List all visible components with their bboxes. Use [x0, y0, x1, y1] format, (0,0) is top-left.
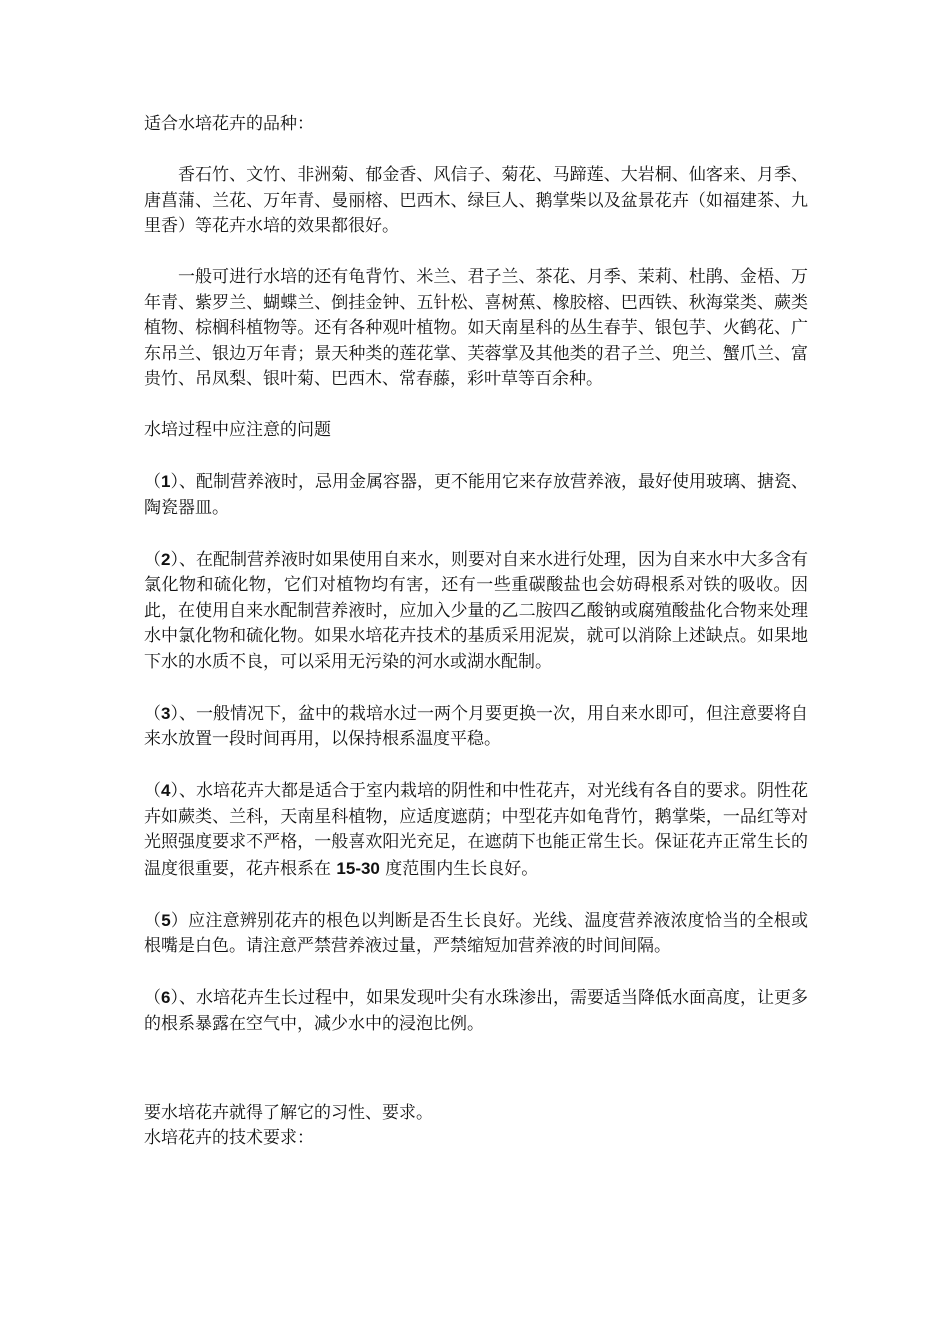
- item-number: 6: [161, 988, 171, 1007]
- item-text: 、配制营养液时，忌用金属容器，更不能用它来存放营养液，最好使用玻璃、搪瓷、陶瓷器皿。: [144, 472, 809, 518]
- item-open-paren: （: [144, 472, 162, 492]
- closing-line-1: 要水培花卉就得了解它的习性、要求。: [144, 1102, 433, 1123]
- item-close-paren: ）: [170, 472, 179, 492]
- item-text: 、水培花卉生长过程中，如果发现叶尖有水珠渗出，需要适当降低水面高度，让更多的根系暴露在空气中，减少水中的浸泡比例。: [144, 988, 809, 1034]
- heading-issues: 水培过程中应注意的问题: [144, 420, 331, 440]
- item-open-paren: （: [144, 910, 162, 931]
- heading-varieties: 适合水培花卉的品种：: [144, 114, 314, 134]
- item-close-paren: ）: [170, 910, 189, 931]
- item-open-paren: （: [144, 549, 162, 570]
- spacer: [144, 444, 808, 470]
- spacer: [144, 138, 808, 164]
- spacer: [144, 675, 808, 701]
- spacer: [144, 1037, 808, 1063]
- item-text: 应注意辨别花卉的根色以判断是否生长良好。光线、温度营养液浓度恰当的全根或根嘴是白色。请注意严禁营养液过量，严禁缩短加营养液的时间间隔。: [144, 910, 809, 956]
- list-item-3: [144, 701, 808, 753]
- item-close-paren: ）: [170, 988, 179, 1008]
- item-text: 、在配制营养液时如果使用自来水，则要对自来水进行处理，因为自来水中大多含有氯化物和硫化物，它们对植物均有害，还有一些重碳酸盐也会妨碍根系对铁的吸收。因此，在使用自来水配制营养液时，应加入少量的乙二胺四乙酸钠或腐殖酸盐化合物来处理水中氯化物和硫化物。如果水培花卉技术的基质采用泥炭，就可以消除上述缺点。如果地下水的水质不良，可以采用无污染的河水或湖水配制。: [144, 549, 809, 672]
- list-item-5: [144, 908, 808, 960]
- list-item-4: [144, 778, 808, 882]
- item-open-paren: （: [144, 988, 162, 1008]
- spacer: [144, 521, 808, 547]
- document-page: [144, 112, 808, 1152]
- list-item-1: [144, 469, 808, 521]
- item-close-paren: ）: [170, 781, 179, 801]
- spacer: [144, 1063, 808, 1101]
- spacer: [144, 882, 808, 908]
- paragraph-varieties-2: 一般可进行水培的还有龟背竹、米兰、君子兰、茶花、月季、茉莉、杜鹃、金梧、万年青、紫罗兰、蝴蝶兰、倒挂金钟、五针松、喜树蕉、橡胶榕、巴西铁、秋海棠类、蕨类植物、棕榈科植物等。还有各种观叶植物。如天南星科的丛生春芋、银包芋、火鹤花、广东吊兰、银边万年青；景天种类的莲花掌、芙蓉掌及其他类的君子兰、兜兰、蟹爪兰、富贵竹、吊凤梨、银叶菊、巴西木、常春藤，彩叶草等百余种。: [144, 267, 808, 389]
- list-item-2: [144, 547, 808, 676]
- item-text: 、水培花卉大都是适合于室内栽培的阴性和中性花卉，对光线有各自的要求。阴性花卉如蕨类、兰科，天南星科植物，应适度遮荫；中型花卉如龟背竹，鹅掌柴，一品红等对光照强度要求不严格，一般喜欢阳光充足，在遮荫下也能正常生长。保证花卉正常生长的温度很重要，花卉根系在: [144, 781, 809, 879]
- item-number: 2: [161, 549, 171, 569]
- item-open-paren: （: [144, 781, 162, 801]
- spacer: [144, 393, 808, 419]
- closing-line-2: 水培花卉的技术要求：: [144, 1128, 314, 1148]
- paragraph-varieties-1: 香石竹、文竹、非洲菊、郁金香、风信子、菊花、马蹄莲、大岩桐、仙客来、月季、唐菖蒲、兰花、万年青、曼丽榕、巴西木、绿巨人、鹅掌柴以及盆景花卉（如福建茶、九里香）等花卉水培的效果都很好。: [144, 165, 808, 236]
- spacer: [144, 753, 808, 779]
- spacer: [144, 960, 808, 986]
- item-text-continued: 度范围内生长良好。: [379, 858, 539, 879]
- item-text: 、一般情况下，盆中的栽培水过一两个月要更换一次，用自来水即可，但注意要将自来水放置一段时间再用，以保持根系温度平稳。: [144, 703, 809, 749]
- temperature-range: 15-30: [336, 858, 380, 878]
- item-close-paren: ）: [170, 703, 179, 724]
- item-number: 1: [161, 472, 171, 491]
- item-number: 4: [161, 781, 171, 800]
- item-number: 3: [161, 703, 171, 723]
- spacer: [144, 240, 808, 266]
- list-item-6: [144, 985, 808, 1037]
- item-number: 5: [161, 910, 171, 930]
- item-open-paren: （: [144, 703, 162, 724]
- item-close-paren: ）: [170, 549, 179, 570]
